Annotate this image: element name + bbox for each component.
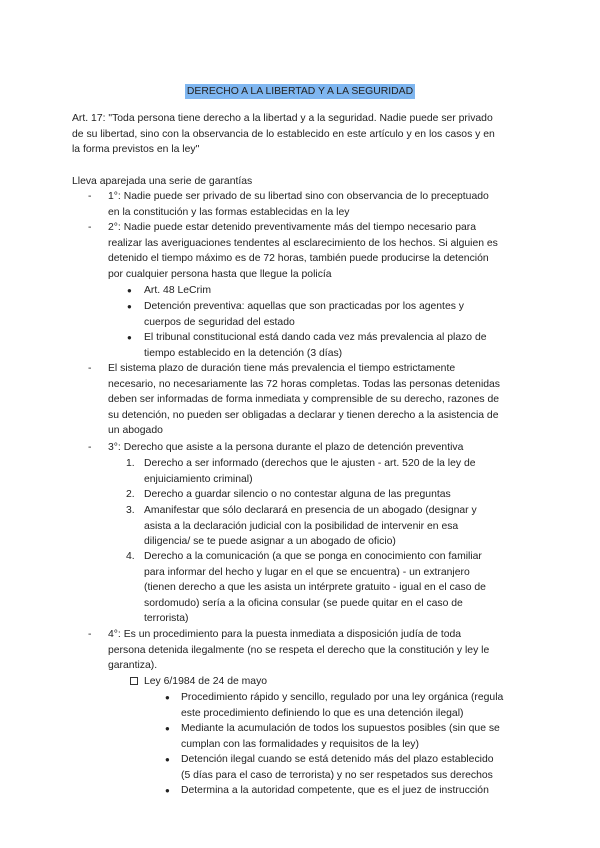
item-line: Procedimiento rápido y sencillo, regulado por una ley orgánica (regula xyxy=(181,692,504,703)
item-line: Detención preventiva: aquellas que son practicadas por los agentes y xyxy=(144,301,464,312)
item-line: un abogado xyxy=(108,425,163,437)
bullet-icon: ● xyxy=(127,302,132,311)
item-line: Mediante la acumulación de todos los supuestos posibles (sin que se xyxy=(181,723,500,734)
item-line: 3°: Derecho que asiste a la persona durante el plazo de detención preventiva xyxy=(108,442,464,453)
dash-marker: - xyxy=(88,442,92,453)
item-line: Art. 48 LeCrim xyxy=(144,285,211,296)
item-line: su detención, no pueden ser obligadas a declarar y tienen derecho a la asistencia de xyxy=(108,409,499,421)
number-marker: 1. xyxy=(126,458,135,469)
item-line: en la constitución y las formas establecidas en la ley xyxy=(108,206,350,218)
item-line: asista a la declaración judicial con la posibilidad de intervenir en esa xyxy=(144,520,459,532)
intro-line: la forma previstos en la ley" xyxy=(72,144,200,155)
item-line: por cualquier persona hasta que llegue la policía xyxy=(108,268,332,280)
item-line: El sistema plazo de duración tiene más prevalencia el tiempo estrictamente xyxy=(108,363,456,374)
item-line: cumplan con las formalidades y requisitos de la ley) xyxy=(181,738,419,750)
item-line: garantiza). xyxy=(108,660,158,672)
item-line: Derecho a la comunicación (a que se ponga en conocimiento con familiar xyxy=(144,551,482,562)
intro-line: Art. 17: "Toda persona tiene derecho a la libertad y a la seguridad. Nadie puede ser privado xyxy=(72,113,493,124)
dash-marker: - xyxy=(88,629,92,640)
intro-paragraph xyxy=(72,111,528,158)
item-line: 4°: Es un procedimiento para la puesta inmediata a disposición judía de toda xyxy=(108,629,462,640)
item-line: cuerpos de seguridad del estado xyxy=(144,316,295,328)
bullet-icon: ● xyxy=(165,786,170,795)
item-line: Determina a la autoridad competente, que es el juez de instrucción xyxy=(181,785,489,796)
item-line: Derecho a guardar silencio o no contestar alguna de las preguntas xyxy=(144,489,451,500)
item-line: necesario, no necesariamente las 72 horas completas. Todas las personas detenidas xyxy=(108,378,501,390)
item-line: (5 días para el caso de terrorista) y no ser respetados sus derechos xyxy=(181,769,493,781)
bullet-icon: ● xyxy=(165,693,170,702)
item-line: deben ser informadas de forma inmediata y comprensible de su derecho, razones de xyxy=(108,394,500,406)
dash-marker: - xyxy=(88,191,92,202)
item-line: 1°: Nadie puede ser privado de su libertad sino con observancia de lo preceptuado xyxy=(108,191,489,202)
bullet-icon: ● xyxy=(165,755,170,764)
item-line: tiempo establecido en la detención (3 días) xyxy=(144,347,343,359)
dash-marker: - xyxy=(88,363,92,374)
number-marker: 2. xyxy=(126,489,135,500)
lead-line: Lleva aparejada una serie de garantías xyxy=(72,176,253,187)
number-marker: 3. xyxy=(126,505,135,516)
lead-paragraph xyxy=(72,174,528,190)
item-line: El tribunal constitucional está dando cada vez más prevalencia al plazo de xyxy=(144,332,487,343)
item-line: Detención ilegal cuando se está detenido más del plazo establecido xyxy=(181,754,494,765)
document-title: DERECHO A LA LIBERTAD Y A LA SEGURIDAD xyxy=(186,86,414,97)
item-line: 2°: Nadie puede estar detenido preventivamente más del tiempo necesario para xyxy=(108,222,477,233)
item-line: persona detenida ilegalmente (no se respeta el derecho que la constitución y ley le xyxy=(108,644,490,656)
item-line: para informar del hecho y lugar en el que se encuentra) - un extranjero xyxy=(144,566,470,578)
item-line: Ley 6/1984 de 24 de mayo xyxy=(144,676,268,687)
item-line: Amanifestar que sólo declarará en presencia de un abogado (designar y xyxy=(144,505,477,516)
checkbox-icon[interactable] xyxy=(130,677,138,685)
item-line: (tienen derecho a que les asista un intérprete gratuito - igual en el caso de xyxy=(144,582,486,594)
item-line: enjuiciamiento criminal) xyxy=(144,473,253,485)
item-line: este procedimiento definiendo lo que es una detención ilegal) xyxy=(181,707,464,719)
bullet-icon: ● xyxy=(127,333,132,342)
bullet-icon: ● xyxy=(165,724,170,733)
dash-marker: - xyxy=(88,222,92,233)
item-line: sordomudo) sería a la oficina consular (se puede quitar en el caso de xyxy=(144,597,463,609)
intro-line: de su libertad, sino con la observancia de lo establecido en este artículo y en los casos y en xyxy=(72,128,495,140)
item-line: realizar las averiguaciones tendentes al esclarecimiento de los hechos. Si alguien es xyxy=(108,237,498,249)
item-line: diligencia/ se te puede asignar a un abogado de oficio) xyxy=(144,536,396,548)
title-wrap xyxy=(0,84,600,99)
item-line: detenido el tiempo máximo es de 72 horas, también puede producirse la detención xyxy=(108,253,489,265)
number-marker: 4. xyxy=(126,551,135,562)
item-line: Derecho a ser informado (derechos que le ajusten - art. 520 de la ley de xyxy=(144,458,476,469)
bullet-icon: ● xyxy=(127,286,132,295)
item-line: terrorista) xyxy=(144,613,189,625)
